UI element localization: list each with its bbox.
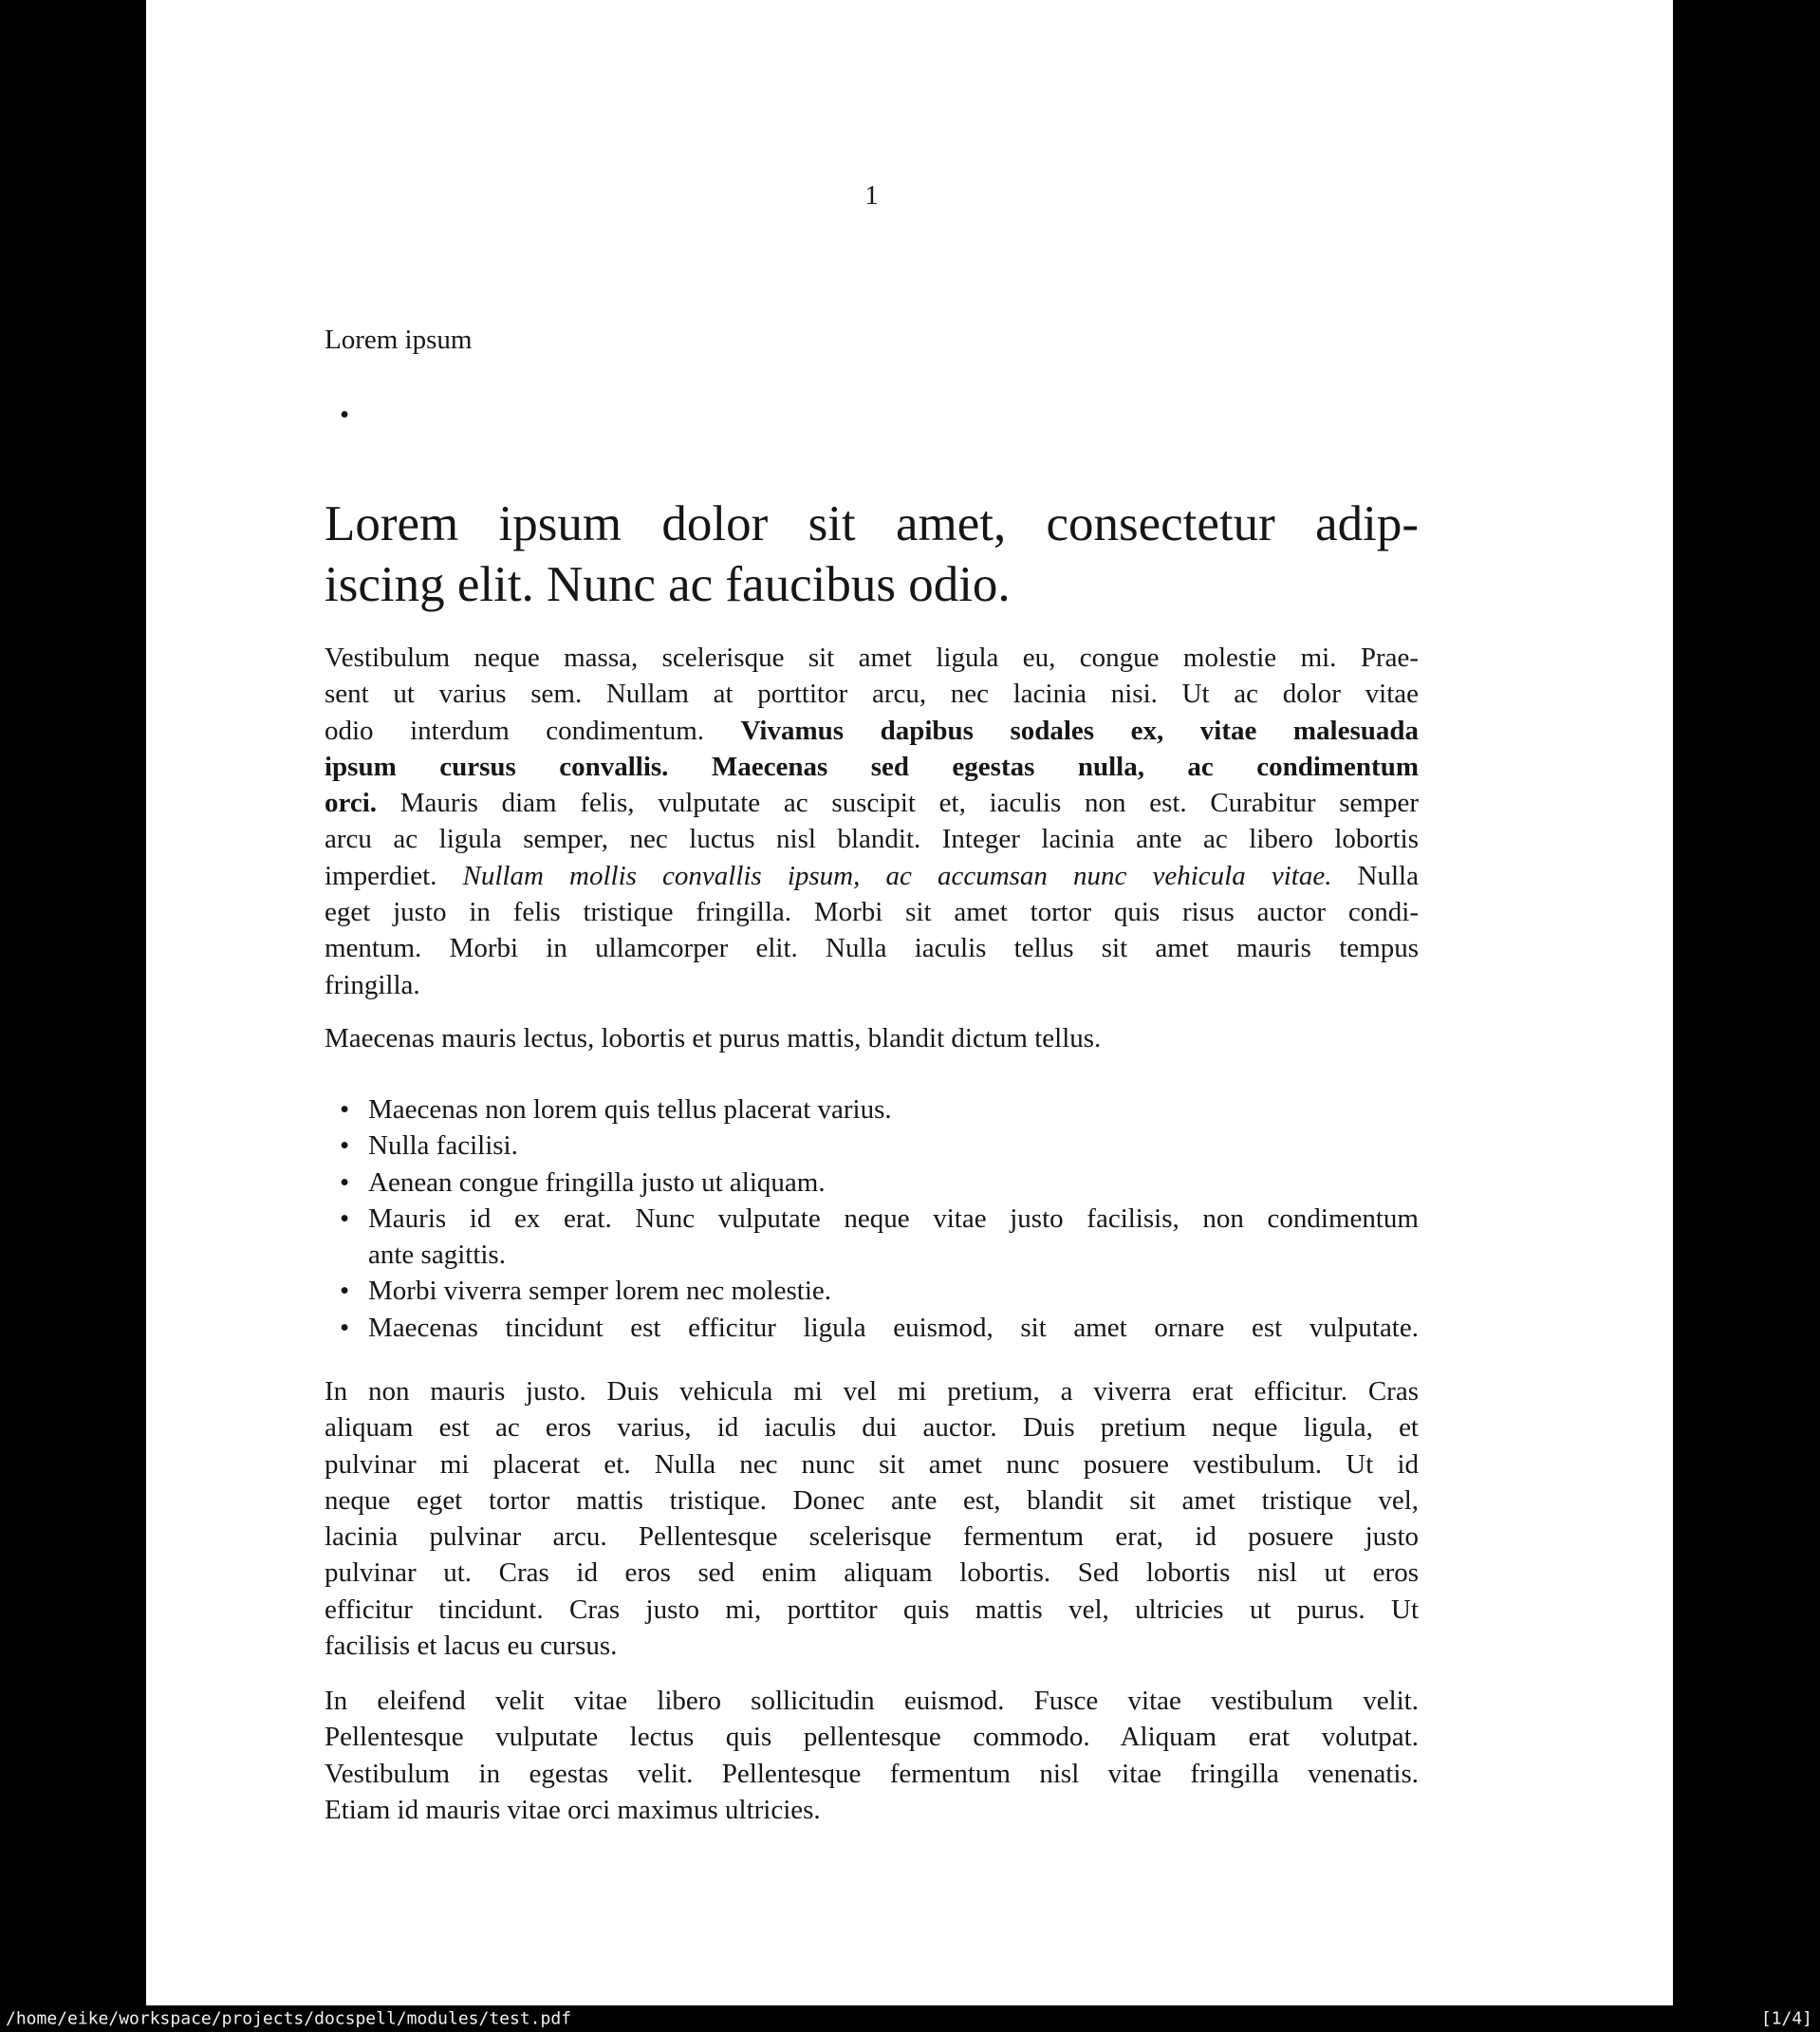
document-heading: [325, 494, 1419, 615]
list-item: [325, 1165, 1419, 1201]
text-line: odio interdum condimentum. Vivamus dapibus sodales ex, vitae malesuada: [325, 715, 1419, 746]
bullet-list: [325, 1091, 1419, 1346]
status-bar: [0, 2005, 1820, 2032]
text-line: iscing elit. Nunc ac faucibus odio.: [325, 557, 1011, 612]
text-line: orci. Mauris diam felis, vulputate ac suscipit et, iaculis non est. Curabitur semper: [325, 788, 1419, 819]
bullet-icon: •: [340, 400, 350, 430]
bullet-icon: •: [340, 1094, 350, 1125]
text-line: neque eget tortor mattis tristique. Donec ante est, blandit sit amet tristique vel,: [325, 1484, 1419, 1516]
text-line: Vestibulum in egestas velit. Pellentesque fermentum nisl vitae fringilla venenatis.: [325, 1758, 1419, 1789]
text-line: Pellentesque vulputate lectus quis pellentesque commodo. Aliquam erat volutpat.: [325, 1722, 1419, 1753]
text-line: arcu ac ligula semper, nec luctus nisl blandit. Integer lacinia ante ac libero lobortis: [325, 824, 1419, 855]
document-page[interactable]: [146, 0, 1673, 2005]
text-line: efficitur tincidunt. Cras justo mi, porttitor quis mattis vel, ultricies ut purus. Ut: [325, 1594, 1419, 1625]
text-line: Aenean congue fringilla justo ut aliquam. •: [325, 1165, 1419, 1201]
text-line: Morbi viverra semper lorem nec molestie. •: [325, 1273, 1419, 1309]
text-line: Maecenas mauris lectus, lobortis et purus mattis, blandit dictum tellus.: [325, 1023, 1102, 1053]
list-item: [325, 1273, 1419, 1309]
list-item: [325, 1310, 1419, 1346]
bullet-icon: •: [340, 1130, 350, 1162]
text-line: sent ut varius sem. Nullam at porttitor arcu, nec lacinia nisi. Ut ac dolor vitae: [325, 679, 1419, 710]
text-line: ante sagittis.: [368, 1240, 506, 1271]
text-line: Etiam id mauris vitae orci maximus ultricies.: [325, 1794, 821, 1825]
text-line: Maecenas non lorem quis tellus placerat varius. •: [325, 1091, 1419, 1128]
text-line: Lorem ipsum: [325, 325, 473, 355]
text-line: Nulla facilisi. •: [325, 1128, 1419, 1164]
file-path: /home/eike/workspace/projects/docspell/modules/test.pdf: [6, 2008, 572, 2029]
text-line: Vestibulum neque massa, scelerisque sit amet ligula eu, congue molestie mi. Prae-: [325, 643, 1419, 673]
bullet-icon: •: [340, 1166, 350, 1198]
bullet-icon: •: [340, 1276, 350, 1307]
text-line: In eleifend velit vitae libero sollicitudin euismod. Fusce vitae vestibulum velit.: [325, 1686, 1419, 1716]
bullet-icon: •: [340, 1312, 350, 1343]
text-line: pulvinar mi placerat et. Nulla nec nunc sit amet nunc posuere vestibulum. Ut id: [325, 1448, 1419, 1480]
paragraph-2: [325, 1373, 1419, 1664]
text-line: Mauris id ex erat. Nunc vulputate neque vitae justo facilisis, non condimentum •: [325, 1201, 1419, 1237]
text-line: eget justo in felis tristique fringilla. Morbi sit amet tortor quis risus auctor condi-: [325, 897, 1419, 928]
list-item: [325, 1091, 1419, 1128]
page-indicator: [1/4]: [1760, 2008, 1812, 2029]
text-line: facilisis et lacus eu cursus.: [325, 1631, 618, 1662]
text-line: Maecenas tincidunt est efficitur ligula euismod, sit amet ornare est vulputate. •: [325, 1310, 1419, 1346]
text-line: fringilla.: [325, 969, 420, 1000]
text-line: imperdiet. Nullam mollis convallis ipsum, ac accumsan nunc vehicula vitae. Nulla: [325, 860, 1419, 891]
text-line: lacinia pulvinar arcu. Pellentesque scelerisque fermentum erat, id posuere justo: [325, 1521, 1419, 1553]
text-line: [325, 397, 1419, 433]
intro-paragraph: [325, 322, 1419, 358]
bullet-icon: •: [340, 1202, 350, 1234]
text-line: ipsum cursus convallis. Maecenas sed egestas nulla, ac condimentum: [325, 751, 1419, 782]
text-line: Lorem ipsum dolor sit amet, consectetur adip-: [325, 496, 1419, 551]
empty-bullet-list: [325, 397, 1419, 433]
list-item: [325, 1128, 1419, 1164]
page-number: 1: [864, 180, 879, 211]
paragraph-3: [325, 1683, 1419, 1828]
text-line: aliquam est ac eros varius, id iaculis dui auctor. Duis pretium neque ligula, et: [325, 1412, 1419, 1444]
text-line: pulvinar ut. Cras id eros sed enim aliquam lobortis. Sed lobortis nisl ut eros: [325, 1557, 1419, 1589]
text-line: mentum. Morbi in ullamcorper elit. Nulla iaculis tellus sit amet mauris tempus: [325, 933, 1419, 964]
lead-paragraph: [325, 1020, 1419, 1056]
list-item: [325, 397, 1419, 433]
paragraph-1: [325, 640, 1419, 1003]
text-line: In non mauris justo. Duis vehicula mi vel mi pretium, a viverra erat efficitur. Cras: [325, 1376, 1419, 1407]
list-item: [325, 1201, 1419, 1274]
